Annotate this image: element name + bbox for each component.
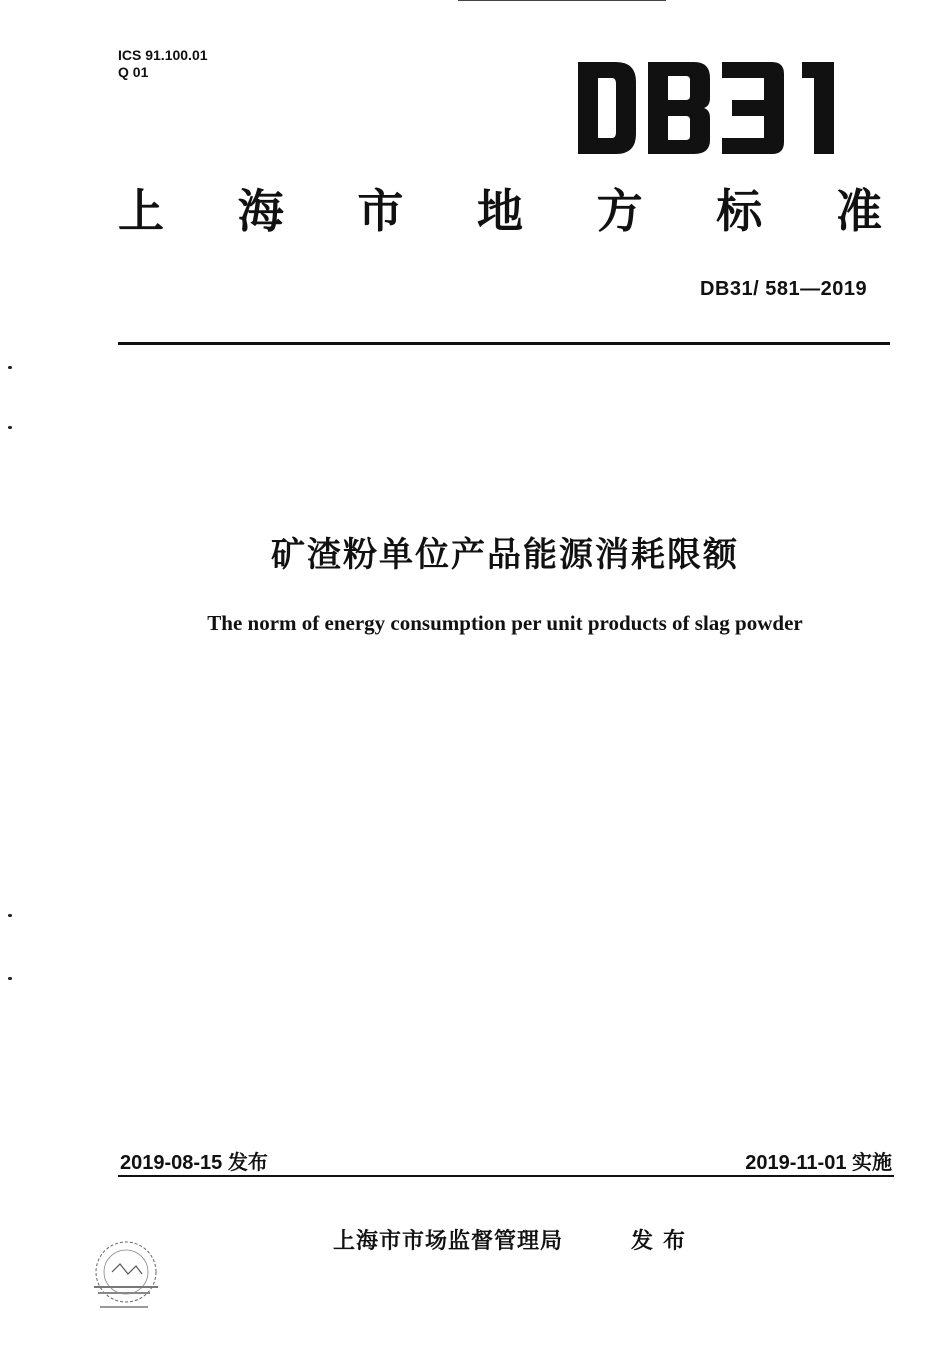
standard-type-char: 地 [476, 184, 523, 238]
standard-type-char: 准 [835, 184, 882, 238]
distributor-stamp-icon [86, 1228, 172, 1318]
db31-logo [576, 60, 840, 156]
standard-type-char: 上 [118, 184, 164, 238]
standard-type-char: 方 [596, 184, 643, 238]
scan-mark [8, 977, 12, 980]
title-english: The norm of energy consumption per unit products of slag powder [207, 611, 803, 635]
ccs-code: Q 01 [118, 64, 149, 80]
footer-divider [118, 1175, 894, 1177]
scan-mark [8, 366, 12, 369]
standard-type-heading [118, 183, 882, 239]
standard-type-char: 市 [357, 184, 404, 238]
logo-letter-b [648, 62, 710, 154]
ics-code: ICS 91.100.01 [118, 47, 208, 63]
logo-letter-d [578, 62, 636, 154]
scan-mark [8, 914, 12, 917]
top-edge-line [458, 0, 666, 1]
header-divider [118, 342, 890, 345]
standard-type-char: 标 [716, 184, 763, 238]
standard-type-char: 海 [237, 184, 284, 238]
issue-date: 2019-08-15 发布 [120, 1152, 268, 1174]
document-number: DB31/ 581—2019 [700, 278, 868, 300]
scan-mark [8, 426, 12, 429]
title-chinese: 矿渣粉单位产品能源消耗限额 [271, 535, 739, 575]
publisher-name: 上海市市场监督管理局 [333, 1229, 564, 1254]
publish-label: 发布 [631, 1229, 696, 1254]
classification-block [118, 47, 208, 81]
implementation-date: 2019-11-01 实施 [745, 1152, 892, 1174]
logo-digit-3 [722, 62, 784, 154]
logo-digit-1 [802, 62, 834, 154]
